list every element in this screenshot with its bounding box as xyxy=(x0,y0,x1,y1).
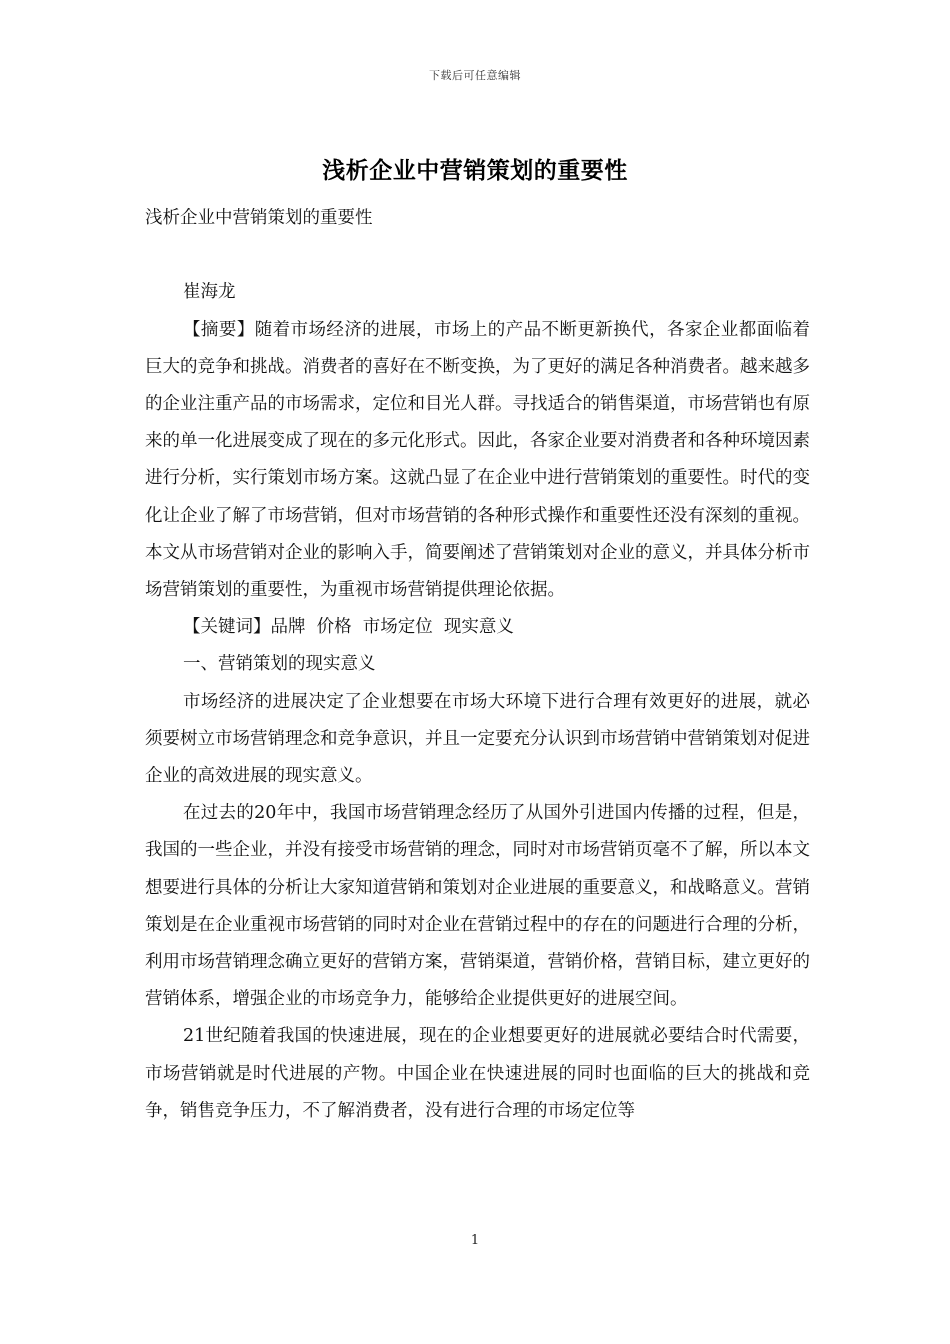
document-title: 浅析企业中营销策划的重要性 xyxy=(322,157,628,184)
header-note: 下载后可任意编辑 xyxy=(429,69,521,82)
keywords-label: 【关键词】 xyxy=(183,617,271,638)
keywords-line xyxy=(145,609,810,646)
keyword-item: 市场定位 xyxy=(362,617,433,638)
body-paragraph: 市场经济的进展决定了企业想要在市场大环境下进行合理有效更好的进展，就必须要树立市场营销理念和竞争意识，并且一定要充分认识到市场营销中营销策划对促进企业的高效进展的现实意义。 xyxy=(145,691,810,787)
keyword-item: 品牌 xyxy=(270,617,306,638)
abstract-paragraph: 【摘要】随着市场经济的进展，市场上的产品不断更新换代，各家企业都面临着巨大的竞争和挑战。消费者的喜好在不断变换，为了更好的满足各种消费者。越来越多的企业注重产品的市场需求，定位和目光人群。寻找适合的销售渠道，市场营销也有原来的单一化进展变成了现在的多元化形式。因此，各家企业要对消费者和各种环境因素进行分析，实行策划市场方案。这就凸显了在企业中进行营销策划的重要性。时代的变化让企业了解了市场营销，但对市场营销的各种形式操作和重要性还没有深刻的重视。本文从市场营销对企业的影响入手，简要阐述了营销策划对企业的意义，并具体分析市场营销策划的重要性，为重视市场营销提供理论依据。 xyxy=(145,319,810,601)
page-number: 1 xyxy=(470,1233,480,1248)
author: 崔海龙 xyxy=(183,282,236,303)
body-paragraph: 21世纪随着我国的快速进展，现在的企业想要更好的进展就必要结合时代需要，市场营销就是时代进展的产物。中国企业在快速进展的同时也面临的巨大的挑战和竞争，销售竞争压力，不了解消费者，没有进行合理的市场定位等 xyxy=(145,1026,810,1121)
subtitle: 浅析企业中营销策划的重要性 xyxy=(145,208,373,228)
blank-line xyxy=(145,237,810,274)
keyword-item: 现实意义 xyxy=(443,617,514,638)
document-body xyxy=(145,200,810,1130)
keyword-item: 价格 xyxy=(316,617,352,638)
body-paragraph: 在过去的20年中，我国市场营销理念经历了从国外引进国内传播的过程，但是，我国的一些企业，并没有接受市场营销的理念，同时对市场营销页毫不了解，所以本文想要进行具体的分析让大家知道营销和策划对企业进展的重要意义，和战略意义。营销策划是在企业重视市场营销的同时对企业在营销过程中的存在的问题进行合理的分析，利用市场营销理念确立更好的营销方案，营销渠道，营销价格，营销目标，建立更好的营销体系，增强企业的市场竞争力，能够给企业提供更好的进展空间。 xyxy=(145,803,810,1010)
section-heading: 一、营销策划的现实意义 xyxy=(183,654,376,675)
